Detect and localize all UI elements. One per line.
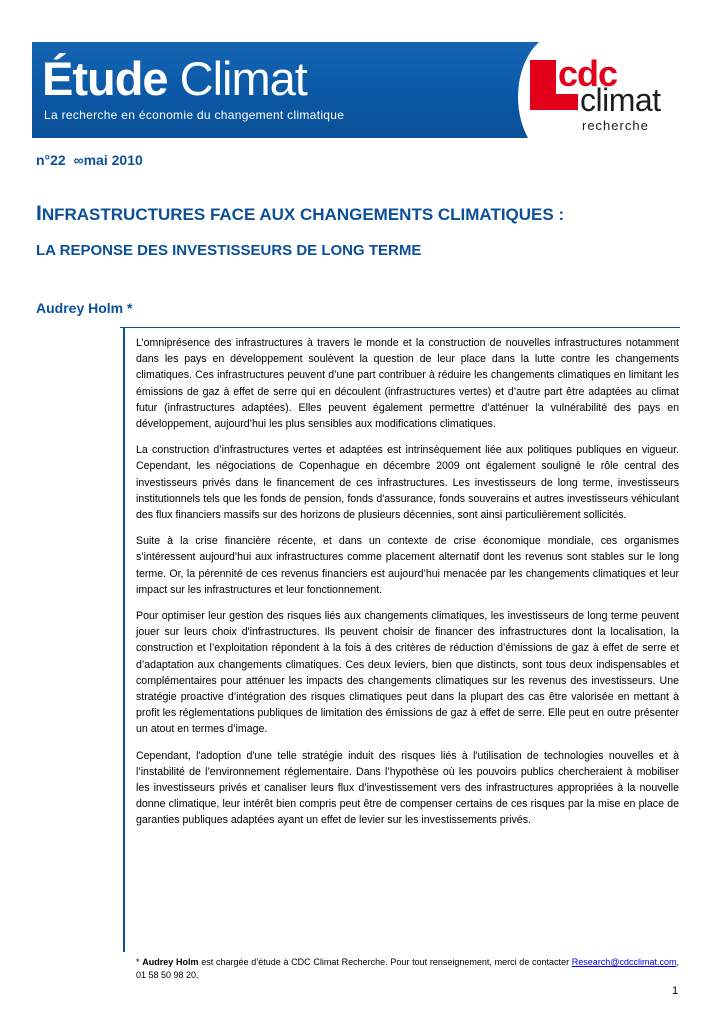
paragraph: Cependant, l'adoption d'une telle stratégie induit des risques liés à l'utilisation de technologies nouvelles et à l’instabilité de l’environnement réglementaire. Dans l’hypothèse où les pouvoirs publics chercheraient à mobiliser les investisseurs privés et canaliser leurs flux d’investissement vers des infrastructures appropriées à la nouvelle donne climatique, leur intérêt bien compris peut être de compenser certains de ces risques par la mise en place de garanties publiques adaptées ayant un effet de levier sur les investissements privés. — [136, 749, 679, 827]
paragraph: L’omniprésence des infrastructures à travers le monde et la construction de nouvelles infrastructures notamment dans les pays en développement soulèvent la question de leur place dans la lutte contre les changements climatiques. Ces infrastructures peuvent d’une part contribuer à réduire les changements climatiques en limitant les émissions de gaz à effet de serre qui en découlent (infrastructures vertes) et d’autre part être adaptées au climat futur (infrastructures adaptées). Elles peuvent également permettre d’atténuer la vulnérabilité des pays en développement, aujourd’hui les plus sensibles aux modifications climatiques. — [136, 337, 679, 431]
issue-line — [36, 152, 143, 168]
publication-title-light: Climat — [179, 52, 307, 105]
main-title-rest: NFRASTRUCTURES FACE AUX CHANGEMENTS CLIMATIQUES : — [41, 205, 565, 224]
abstract-body — [136, 335, 679, 839]
publication-title-bold: Étude — [42, 52, 168, 105]
publication-title — [42, 50, 307, 108]
cdc-climat-logo — [530, 53, 680, 140]
footnote — [136, 956, 679, 982]
logo-recherche-text: recherche — [582, 118, 649, 133]
header-banner — [32, 42, 548, 138]
paragraph: La construction d’infrastructures vertes et adaptées est intrinsèquement liée aux politiques publiques en vigueur. Cependant, les négociations de Copenhague en décembre 2009 ont également souligné le rôle central des investisseurs privés dans le financement de ces infrastructures. Les investisseurs de long terme, investisseurs institutionnels tels que les fonds de pension, fonds d'assurance, fonds souverains et autres investisseurs véhiculant des flux financiers massifs sur des horizons de plusieurs décennies, sont ainsi particulièrement sollicités. — [136, 444, 679, 522]
issue-separator: ∞ — [73, 152, 84, 168]
main-subtitle: LA REPONSE DES INVESTISSEURS DE LONG TERME — [36, 242, 422, 259]
paragraph: Suite à la crise financière récente, et dans un contexte de crise économique mondiale, ces organismes s’intéressent aujourd’hui aux infrastructures comme placement alternatif dont les revenus sont stables sur le long terme. Or, la pérennité de ces revenus financiers est aujourd’hui menacée par les changements climatiques et leur impact sur les infrastructures et leur fonctionnement. — [136, 535, 679, 596]
issue-date: mai 2010 — [83, 152, 143, 168]
main-title-initial: I — [36, 202, 42, 225]
horizontal-rule — [120, 327, 680, 328]
logo-cdc-text: cdc — [558, 53, 618, 94]
page-number: 1 — [672, 985, 679, 997]
paragraph: Pour optimiser leur gestion des risques liés aux changements climatiques, les investisseurs de long terme peuvent jouer sur leurs choix d'infrastructures. Ils peuvent choisir de financer des infrastructures dont la localisation, la construction et l’exploitation répondent à la fois à des critères de réduction d’émissions de gaz à effet de serre et d’adaptation aux changements climatiques. Ces deux leviers, bien que distincts, sont tous deux indispensables et complémentaires pour atténuer les impacts des changements climatiques sur les revenus des investisseurs. Une stratégie proactive d’intégration des risques climatiques peut dans la plupart des cas être valorisée en mettant à profit les réglementations publiques de limitation des émissions de gaz à effet de serre. Elle peut en outre présenter un atout en termes d’image. — [136, 610, 679, 736]
author-name: Audrey Holm * — [36, 300, 133, 316]
main-title — [36, 202, 564, 226]
issue-number: n°22 — [36, 152, 66, 168]
vertical-rule — [123, 327, 125, 952]
logo-climat-text: climat — [580, 82, 661, 118]
footnote-author: Audrey Holm — [142, 957, 199, 967]
footnote-phone: , 01 58 50 98 20. — [136, 957, 679, 980]
footnote-marker: * — [136, 957, 140, 967]
publication-subtitle: La recherche en économie du changement climatique — [44, 108, 345, 122]
contact-email-link[interactable]: Research@cdcclimat.com — [571, 957, 677, 967]
footnote-text: est chargée d’étude à CDC Climat Recherche. Pour tout renseignement, merci de contacter — [201, 957, 570, 967]
